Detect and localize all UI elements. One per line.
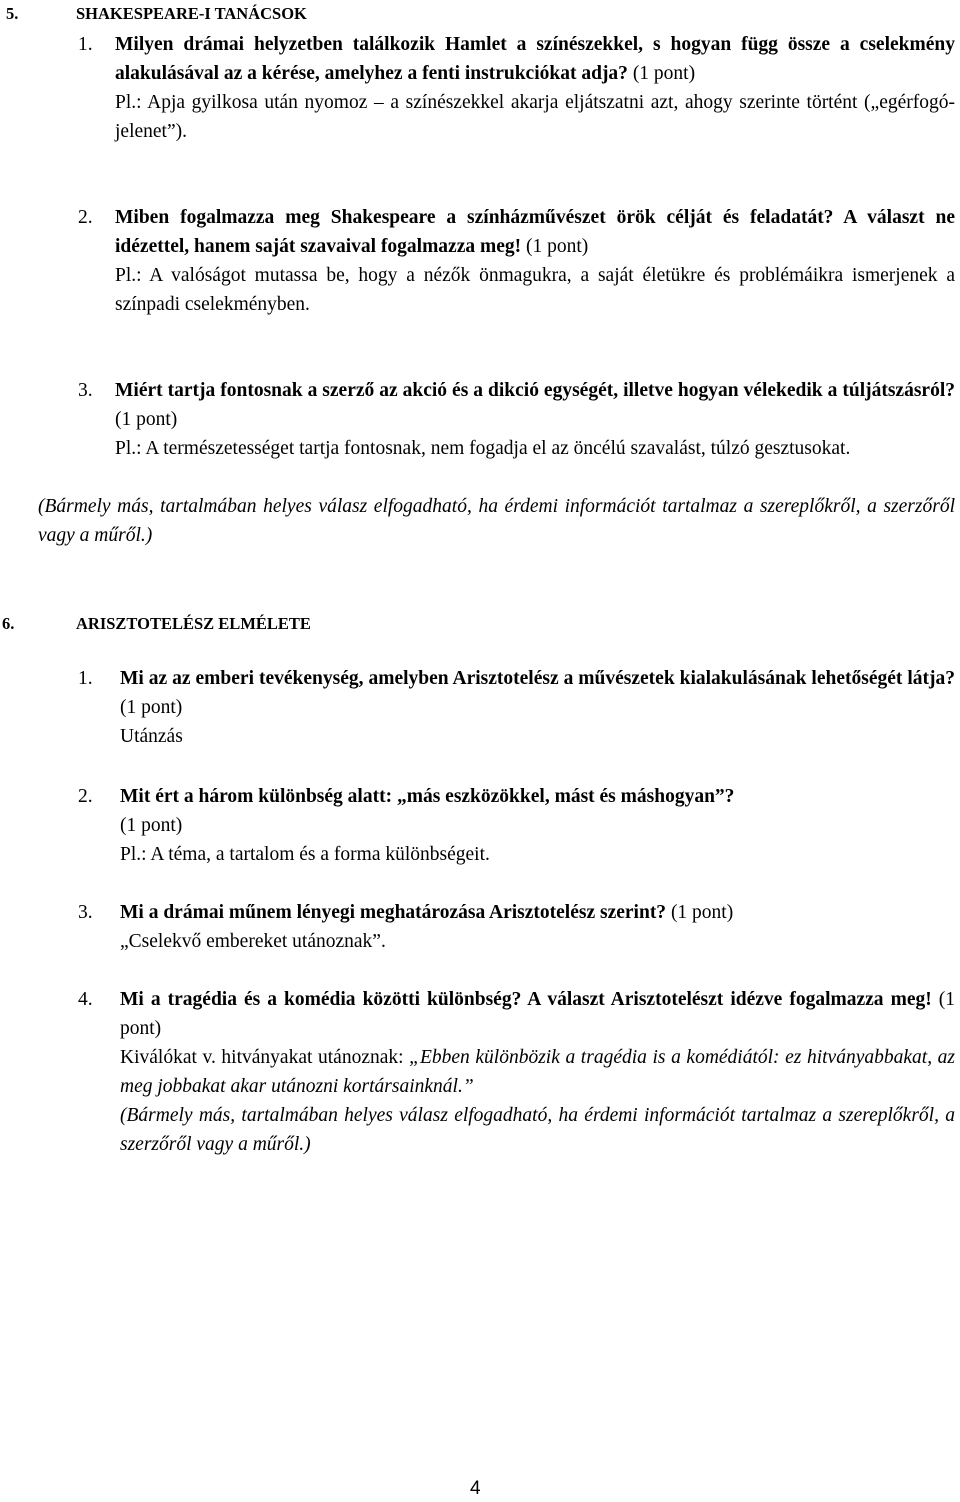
points-label: (1 pont)	[120, 989, 956, 1039]
points-label: (1 pont)	[120, 815, 183, 836]
points-label: (1 pont)	[670, 902, 734, 923]
question-block	[78, 898, 955, 956]
section-heading-5	[6, 4, 307, 24]
section-number: 6.	[2, 614, 15, 633]
section-heading-6	[2, 614, 311, 634]
question-text: Mit ért a három különbség alatt: „más eszközökkel, mást és máshogyan”?	[120, 786, 735, 807]
section-title: SHAKESPEARE-I TANÁCSOK	[76, 4, 307, 23]
page-number: 4	[470, 1478, 481, 1499]
points-label: (1 pont)	[115, 409, 178, 430]
question-number: 2.	[78, 786, 93, 807]
grading-note: (Bármely más, tartalmában helyes válasz elfogadható, ha érdemi információt tartalmaz a szereplőkről, a szerzőről vagy a műről.)	[120, 1105, 955, 1155]
question-block	[78, 664, 955, 751]
answer-text: Pl.: A valóságot mutassa be, hogy a nézők önmagukra, a saját életükre és problémáikra ismerjenek a színpadi cselekményben.	[115, 265, 955, 315]
question-number: 1.	[78, 34, 93, 55]
section-title: ARISZTOTELÉSZ ELMÉLETE	[76, 614, 311, 633]
question-block	[78, 30, 955, 146]
points-label: (1 pont)	[120, 697, 183, 718]
section-number: 5.	[6, 4, 19, 23]
question-block	[78, 985, 955, 1159]
answer-text: Pl.: A természetességet tartja fontosnak, nem fogadja el az öncélú szavalást, túlzó gesztusokat.	[115, 438, 851, 459]
question-number: 2.	[78, 207, 93, 228]
grading-note: (Bármely más, tartalmában helyes válasz elfogadható, ha érdemi információt tartalmaz a szereplőkről, a szerzőről vagy a műről.)	[38, 496, 955, 546]
answer-text: Pl.: Apja gyilkosa után nyomoz – a színészekkel akarja eljátszatni azt, ahogy szerinte történt („egérfogó-jelenet”).	[115, 92, 955, 142]
question-number: 3.	[78, 380, 93, 401]
points-label: (1 pont)	[526, 236, 589, 257]
question-block	[78, 203, 955, 319]
answer-text: Pl.: A téma, a tartalom és a forma különbségeit.	[120, 844, 490, 865]
answer-text: „Cselekvő embereket utánoznak”.	[120, 931, 386, 952]
question-text: Miért tartja fontosnak a szerző az akció és a dikció egységét, illetve hogyan vélekedik a túljátszásról?	[115, 380, 955, 401]
question-text: Miben fogalmazza meg Shakespeare a színházművészet örök célját és feladatát? A választ ne idézettel, hanem saját szavaival fogalmazza meg!	[115, 207, 955, 257]
question-text: Mi a tragédia és a komédia közötti különbség? A választ Arisztotelészt idézve fogalmazza meg!	[120, 989, 932, 1010]
question-text: Mi a drámai műnem lényegi meghatározása Arisztotelész szerint?	[120, 902, 667, 923]
answer-text: Utánzás	[120, 726, 183, 747]
points-label: (1 pont)	[632, 63, 696, 84]
question-block	[78, 376, 955, 463]
answer-text	[120, 1043, 955, 1101]
question-text: Mi az az emberi tevékenység, amelyben Arisztotelész a művészetek kialakulásának lehetőségét látja?	[120, 668, 955, 689]
question-number: 4.	[78, 989, 93, 1010]
answer-quote: „Ebben különbözik a tragédia is a komédiától: ez hitványabbakat, az meg jobbakat akar utánozni kortársainknál.”	[120, 1047, 955, 1097]
question-block	[78, 782, 955, 869]
answer-prefix: Kiválókat v. hitványakat utánoznak:	[120, 1047, 410, 1068]
question-number: 3.	[78, 902, 93, 923]
question-number: 1.	[78, 668, 93, 689]
question-text: Milyen drámai helyzetben találkozik Hamlet a színészekkel, s hogyan függ össze a cselekmény alakulásával az a kérése, amelyhez a fenti instrukciókat adja?	[115, 34, 955, 84]
